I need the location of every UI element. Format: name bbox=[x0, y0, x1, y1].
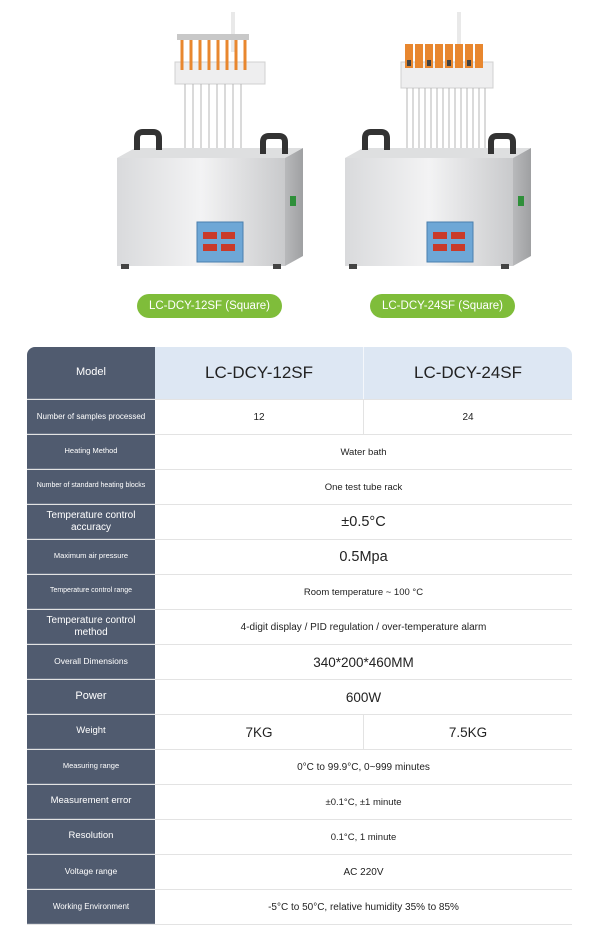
row-label: Maximum air pressure bbox=[27, 540, 155, 574]
product-images bbox=[0, 0, 600, 330]
row-label: Number of samples processed bbox=[27, 400, 155, 434]
value-cell: ±0.5°C bbox=[341, 514, 386, 530]
row-label: Overall Dimensions bbox=[27, 645, 155, 679]
row-label: Heating Method bbox=[27, 435, 155, 469]
table-row bbox=[27, 470, 572, 505]
product-label-pill: LC-DCY-24SF (Square) bbox=[370, 294, 515, 318]
value-cell: 4-digit display / PID regulation / over-temperature alarm bbox=[240, 621, 487, 633]
product-lc-dcy-12sf bbox=[85, 0, 325, 330]
value-cell: 24 bbox=[363, 400, 572, 434]
row-label: Temperature control range bbox=[27, 575, 155, 609]
nitrogen-evaporator-24-illustration bbox=[315, 0, 555, 290]
table-row bbox=[27, 645, 572, 680]
value-cell: 12 bbox=[253, 411, 265, 423]
value-cell: 600W bbox=[345, 689, 382, 705]
table-row bbox=[27, 785, 572, 820]
spec-table bbox=[27, 347, 572, 929]
table-row bbox=[27, 855, 572, 890]
value-cell: 0°C to 99.9°C, 0~999 minutes bbox=[297, 761, 430, 773]
product-label-pill: LC-DCY-12SF (Square) bbox=[137, 294, 282, 318]
table-row bbox=[27, 820, 572, 855]
table-row bbox=[27, 750, 572, 785]
row-label: Power bbox=[27, 680, 155, 714]
row-label: Temperature control method bbox=[27, 610, 155, 644]
table-row bbox=[27, 680, 572, 715]
value-cell: Water bath bbox=[340, 446, 387, 458]
table-row bbox=[27, 715, 572, 750]
value-cell: 0.5Mpa bbox=[339, 549, 388, 565]
table-row bbox=[27, 540, 572, 575]
model-header-cell: LC-DCY-12SF bbox=[155, 347, 363, 399]
table-row bbox=[27, 435, 572, 470]
value-cell: 7KG bbox=[245, 724, 273, 740]
product-lc-dcy-24sf bbox=[315, 0, 555, 330]
value-cell: AC 220V bbox=[343, 866, 384, 878]
nitrogen-evaporator-12-illustration bbox=[85, 0, 325, 290]
row-label: Voltage range bbox=[27, 855, 155, 889]
row-label: Measurement error bbox=[27, 785, 155, 819]
row-label: Weight bbox=[27, 715, 155, 749]
table-row bbox=[27, 610, 572, 645]
value-cell: 0.1°C, 1 minute bbox=[330, 831, 397, 843]
value-cell: -5°C to 50°C, relative humidity 35% to 85% bbox=[268, 901, 459, 913]
row-label: Model bbox=[27, 347, 155, 399]
table-row bbox=[27, 575, 572, 610]
value-cell: 340*200*460MM bbox=[313, 654, 414, 670]
row-label: Number of standard heating blocks bbox=[27, 470, 155, 504]
value-cell: Room temperature ~ 100 °C bbox=[303, 586, 424, 598]
table-header-row bbox=[27, 347, 572, 400]
table-row bbox=[27, 505, 572, 540]
table-row bbox=[27, 890, 572, 925]
table-row bbox=[27, 400, 572, 435]
value-cell: One test tube rack bbox=[324, 481, 403, 493]
value-cell: ±0.1°C, ±1 minute bbox=[325, 796, 402, 808]
row-label: Temperature control accuracy bbox=[27, 505, 155, 539]
value-cell: 7.5KG bbox=[363, 715, 572, 749]
row-label: Measuring range bbox=[27, 750, 155, 784]
row-label: Resolution bbox=[27, 820, 155, 854]
model-header-cell: LC-DCY-24SF bbox=[363, 347, 572, 399]
row-label: Working Environment bbox=[27, 890, 155, 924]
